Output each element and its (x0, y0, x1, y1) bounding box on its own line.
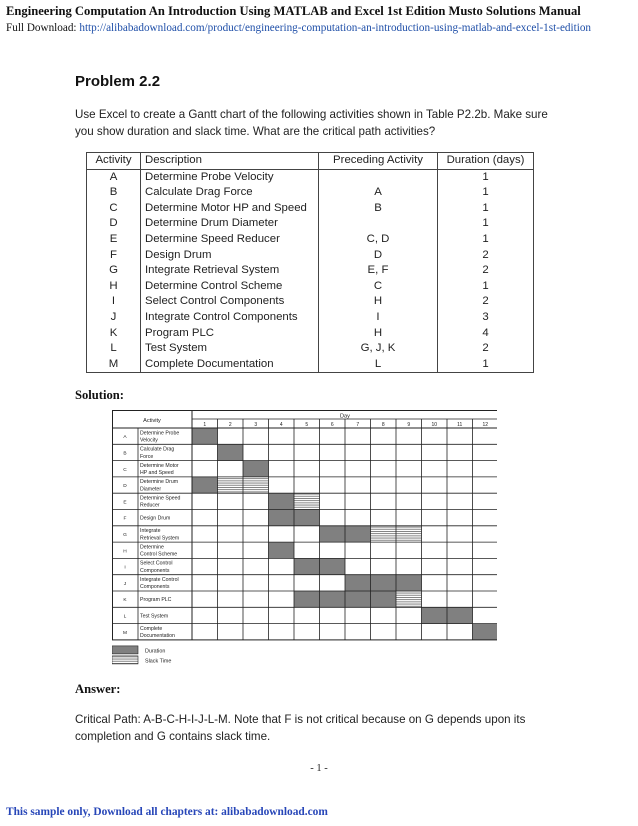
gantt-activity-desc: Diameter (140, 486, 162, 493)
gantt-activity-desc: Integrate Control (140, 577, 179, 583)
gantt-activity-desc: Force (140, 453, 154, 460)
cell-description: Integrate Control Components (141, 310, 319, 326)
cell-preceding: D (319, 248, 438, 264)
gantt-day-label: 2 (228, 422, 232, 428)
duration-bar (345, 575, 371, 591)
slack-bar (218, 477, 244, 493)
gantt-day-label: 12 (482, 422, 489, 428)
cell-duration: 4 (438, 326, 534, 342)
cell-description: Determine Motor HP and Speed (141, 201, 319, 217)
legend-duration-label: Duration (145, 648, 166, 655)
cell-description: Program PLC (141, 326, 319, 342)
duration-bar (473, 624, 498, 640)
duration-bar (243, 461, 269, 477)
table-row (87, 310, 534, 326)
gantt-day-label: 3 (254, 422, 258, 428)
problem-statement: Use Excel to create a Gantt chart of the following activities shown in Table P2.2b. Make sure you show duration and slack time. What are the critical path activities? (75, 108, 548, 138)
slack-bar (243, 477, 269, 493)
header-description: Description (141, 153, 319, 170)
gantt-activity-code: C (123, 467, 127, 473)
cell-preceding: E, F (319, 263, 438, 279)
cell-preceding: C (319, 279, 438, 295)
document-title: Engineering Computation An Introduction Using MATLAB and Excel 1st Edition Musto Solutions Manual (6, 4, 581, 18)
table-row (87, 326, 534, 342)
gantt-day-label: 10 (431, 422, 438, 428)
gantt-activity-desc: Test System (140, 613, 169, 620)
cell-description: Determine Probe Velocity (141, 169, 319, 185)
cell-activity: L (87, 341, 141, 357)
cell-preceding: I (319, 310, 438, 326)
cell-activity: K (87, 326, 141, 342)
gantt-activity-desc: Determine Probe (140, 430, 180, 437)
cell-preceding: L (319, 357, 438, 373)
cell-duration: 1 (438, 216, 534, 232)
gantt-activity-desc: Determine Drum (140, 479, 179, 486)
legend-slack-swatch (112, 656, 138, 664)
gantt-day-label: 4 (279, 422, 283, 428)
cell-duration: 3 (438, 310, 534, 326)
gantt-activity-desc: Design Drum (140, 515, 171, 522)
cell-activity: A (87, 169, 141, 185)
table-row (87, 185, 534, 201)
cell-duration: 1 (438, 279, 534, 295)
gantt-day-label: 6 (330, 422, 334, 428)
cell-description: Integrate Retrieval System (141, 263, 319, 279)
slack-bar (396, 526, 422, 542)
gantt-activity-desc: Documentation (140, 633, 175, 640)
cell-duration: 1 (438, 357, 534, 373)
header-duration: Duration (days) (438, 153, 534, 170)
cell-description: Complete Documentation (141, 357, 319, 373)
cell-duration: 2 (438, 248, 534, 264)
gantt-activity-code: H (123, 549, 127, 555)
cell-activity: M (87, 357, 141, 373)
duration-bar (320, 591, 346, 607)
gantt-day-label: 5 (305, 422, 309, 428)
cell-activity: H (87, 279, 141, 295)
gantt-activity-desc: Control Scheme (140, 551, 178, 558)
gantt-activity-desc: Reducer (140, 502, 160, 509)
gantt-activity-desc: HP and Speed (140, 470, 174, 477)
footer-note[interactable]: This sample only, Download all chapters at: alibabadownload.com (6, 806, 328, 818)
problem-title: Problem 2.2 (75, 73, 161, 90)
table-row (87, 294, 534, 310)
cell-preceding: G, J, K (319, 341, 438, 357)
cell-preceding: C, D (319, 232, 438, 248)
cell-preceding: H (319, 326, 438, 342)
duration-bar (294, 510, 320, 526)
cell-preceding: H (319, 294, 438, 310)
cell-description: Determine Control Scheme (141, 279, 319, 295)
duration-bar (396, 575, 422, 591)
cell-preceding (319, 216, 438, 232)
table-row (87, 248, 534, 264)
cell-activity: E (87, 232, 141, 248)
cell-description: Determine Drum Diameter (141, 216, 319, 232)
slack-bar (396, 591, 422, 607)
gantt-activity-code: F (123, 516, 127, 522)
cell-activity: I (87, 294, 141, 310)
cell-activity: F (87, 248, 141, 264)
gantt-day-label: 1 (203, 422, 207, 428)
cell-duration: 2 (438, 294, 534, 310)
gantt-activity-desc: Retrieval System (140, 535, 180, 542)
table-row (87, 201, 534, 217)
cell-description: Select Control Components (141, 294, 319, 310)
table-row (87, 216, 534, 232)
gantt-activity-desc: Integrate (140, 528, 161, 535)
table-row (87, 169, 534, 185)
table-body (87, 169, 534, 373)
header-activity: Activity (87, 153, 141, 170)
gantt-activity-desc: Components (140, 567, 170, 574)
gantt-activity-desc: Determine (140, 544, 164, 551)
duration-bar (218, 444, 244, 460)
cell-description: Calculate Drag Force (141, 185, 319, 201)
duration-bar (345, 591, 371, 607)
download-link[interactable]: http://alibabadownload.com/product/engineering-computation-an-introduction-using-matlab-and-excel-1st-edition (79, 22, 592, 34)
gantt-activity-code: M (123, 630, 127, 636)
duration-bar (320, 558, 346, 574)
gantt-activity-code: D (123, 484, 127, 490)
download-line (6, 22, 591, 34)
duration-bar (447, 607, 473, 623)
gantt-day-label: 9 (407, 422, 411, 428)
gantt-activity-desc: Components (140, 584, 170, 591)
solution-label: Solution: (75, 388, 124, 402)
cell-preceding (319, 169, 438, 185)
gantt-activity-desc: Calculate Drag (140, 446, 175, 453)
gantt-activity-header: Activity (143, 418, 161, 424)
download-prefix: Full Download: (6, 22, 80, 34)
gantt-activity-desc: Velocity (140, 437, 158, 444)
gantt-activity-code: I (124, 565, 126, 571)
duration-bar (422, 607, 448, 623)
cell-description: Determine Speed Reducer (141, 232, 319, 248)
duration-bar (371, 591, 397, 607)
gantt-activity-code: K (123, 598, 127, 604)
gantt-activity-code: G (123, 532, 127, 538)
duration-bar (320, 526, 346, 542)
cell-description: Test System (141, 341, 319, 357)
duration-bar (269, 493, 295, 509)
cell-description: Design Drum (141, 248, 319, 264)
gantt-chart (112, 410, 497, 672)
legend-slack-label: Slack Time (145, 658, 172, 665)
gantt-activity-code: J (123, 581, 127, 587)
header-preceding: Preceding Activity (319, 153, 438, 170)
duration-bar (269, 542, 295, 558)
table-row (87, 279, 534, 295)
duration-bar (294, 591, 320, 607)
table-header-row (87, 153, 534, 170)
cell-duration: 1 (438, 201, 534, 217)
table-row (87, 232, 534, 248)
answer-label: Answer: (75, 682, 121, 696)
gantt-day-header: Day (340, 413, 350, 420)
cell-duration: 2 (438, 263, 534, 279)
gantt-activity-code: A (123, 435, 127, 441)
cell-activity: J (87, 310, 141, 326)
table-row (87, 357, 534, 373)
gantt-activity-desc: Complete (140, 625, 163, 632)
cell-activity: G (87, 263, 141, 279)
page-number: - 1 - (310, 763, 328, 774)
duration-bar (192, 477, 218, 493)
duration-bar (371, 575, 397, 591)
cell-duration: 1 (438, 232, 534, 248)
answer-text: Critical Path: A-B-C-H-I-J-L-M. Note that F is not critical because on G depends upon its completion and G contains slack time. (75, 713, 526, 743)
slack-bar (371, 526, 397, 542)
cell-duration: 2 (438, 341, 534, 357)
gantt-activity-desc: Determine Speed (140, 495, 181, 502)
cell-duration: 1 (438, 185, 534, 201)
duration-bar (192, 428, 218, 444)
cell-activity: C (87, 201, 141, 217)
duration-bar (294, 558, 320, 574)
cell-activity: D (87, 216, 141, 232)
cell-preceding: A (319, 185, 438, 201)
cell-preceding: B (319, 201, 438, 217)
cell-duration: 1 (438, 169, 534, 185)
cell-activity: B (87, 185, 141, 201)
gantt-day-label: 7 (356, 422, 360, 428)
gantt-activity-desc: Select Control (140, 560, 173, 567)
gantt-activity-desc: Program PLC (140, 597, 172, 604)
slack-bar (294, 493, 320, 509)
table-row (87, 341, 534, 357)
gantt-activity-code: L (123, 614, 127, 620)
gantt-activity-code: E (123, 500, 127, 506)
activities-table (86, 152, 534, 373)
gantt-chart-svg (112, 410, 497, 672)
gantt-activity-desc: Determine Motor (140, 462, 179, 469)
gantt-activity-code: B (123, 451, 127, 457)
duration-bar (345, 526, 371, 542)
duration-bar (269, 510, 295, 526)
table-row (87, 263, 534, 279)
gantt-day-label: 8 (381, 422, 385, 428)
legend-duration-swatch (112, 646, 138, 654)
gantt-day-label: 11 (457, 422, 463, 428)
